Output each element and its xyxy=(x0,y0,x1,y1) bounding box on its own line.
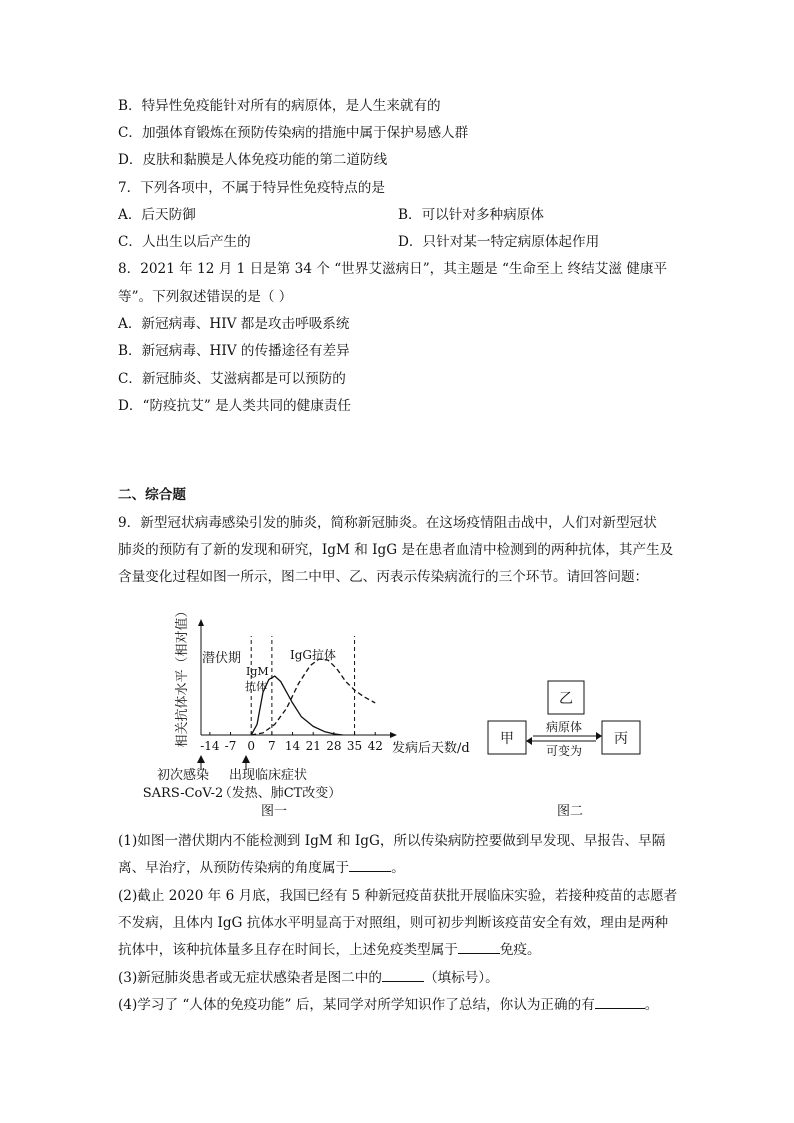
latent-period-label: 潜伏期 xyxy=(202,651,242,666)
q9-sub3-text: (3)新冠肺炎患者或无症状感染者是图二中的 xyxy=(118,970,382,986)
q8-option-a: A．新冠病毒、HIV 都是攻击呼吸系统 xyxy=(118,316,350,332)
box-bing-label: 丙 xyxy=(614,731,628,747)
figure2-caption: 图二 xyxy=(556,804,584,819)
annot-symptom-line2: （发热、肺CT改变） xyxy=(218,786,342,801)
arrow-left-head xyxy=(526,737,532,745)
q9-sub4-text: (4)学习了 “人体的免疫功能” 后，某同学对所学知识作了总结，你认为正确的有 xyxy=(118,997,595,1013)
answer-blank-4[interactable] xyxy=(595,995,645,1009)
q9-sub4 xyxy=(118,995,658,1015)
y-axis-arrow xyxy=(198,619,204,626)
x-tick-label: -7 xyxy=(224,739,237,753)
igg-label: IgG抗体 xyxy=(290,648,337,662)
q9-sub1-line2 xyxy=(118,858,405,878)
q7-option-d: D．只针对某一特定病原体起作用 xyxy=(398,234,600,250)
x-tick-label: 28 xyxy=(326,739,342,753)
igm-label-line2: 抗体 xyxy=(245,680,267,693)
q7-option-b: B．可以针对多种病原体 xyxy=(398,207,544,223)
q6-option-c: C．加强体育锻炼在预防传染病的措施中属于保护易感人群 xyxy=(118,125,469,141)
q9-sub4-end: 。 xyxy=(644,997,659,1013)
answer-blank-3[interactable] xyxy=(382,968,424,982)
box-yi-label: 乙 xyxy=(559,691,573,707)
q9-stem-line1: 9．新型冠状病毒感染引发的肺炎，简称新冠肺炎。在这场疫情阻击战中，人们对新型冠状 xyxy=(118,515,657,531)
q8-option-d: D．“防疫抗艾” 是人类共同的健康责任 xyxy=(118,398,352,414)
q7-option-c: C．人出生以后产生的 xyxy=(118,234,251,250)
x-tick-label: 42 xyxy=(367,739,383,753)
chart-layer xyxy=(198,619,397,753)
symptom-arrow-head xyxy=(242,755,250,763)
q8-stem-line2: 等”。下列叙述错误的是（ ） xyxy=(118,289,293,305)
q9-sub3 xyxy=(118,968,499,988)
q7-stem: 7．下列各项中，不属于特异性免疫特点的是 xyxy=(118,180,385,196)
q7-option-a: A．后天防御 xyxy=(118,207,196,223)
q9-sub2-line3 xyxy=(118,940,541,960)
q9-sub1-text: 离、早治疗，从预防传染病的角度属于 xyxy=(118,860,350,876)
q9-sub2-end: 免疫。 xyxy=(499,942,541,958)
q8-stem-line1: 8．2021 年 12 月 1 日是第 34 个 “世界艾滋病日”，其主题是 “生命至上 终结艾滋 健康平 xyxy=(118,261,668,277)
x-axis-arrow xyxy=(390,732,397,738)
q8-option-c: C．新冠肺炎、艾滋病都是可以预防的 xyxy=(118,371,346,387)
annot-symptom-line1: 出现临床症状 xyxy=(228,768,308,783)
box-jia-label: 甲 xyxy=(500,731,514,747)
figure1-caption: 图一 xyxy=(260,804,288,819)
q6-option-b: B．特异性免疫能针对所有的病原体，是人生来就有的 xyxy=(118,98,441,114)
q9-sub1-line1: (1)如图一潜伏期内不能检测到 IgM 和 IgG，所以传染病防控要做到早发现、早报告、早隔 xyxy=(118,833,666,849)
x-tick-label: 35 xyxy=(346,739,363,753)
section-title: 二、综合题 xyxy=(118,487,186,503)
q9-sub2-line2: 不发病，且体内 IgG 抗体水平明显高于对照组，则可初步判断该疫苗安全有效，理由是两种 xyxy=(118,915,669,931)
answer-blank-1[interactable] xyxy=(349,858,391,872)
annot-infection-line2: SARS-CoV-2 xyxy=(142,786,224,801)
q9-stem-line3: 含量变化过程如图一所示，图二中甲、乙、丙表示传染病流行的三个环节。请回答问题： xyxy=(118,569,649,585)
x-axis-label: 发病后天数/d xyxy=(392,741,470,756)
q6-option-d: D．皮肤和黏膜是人体免疫功能的第二道防线 xyxy=(118,152,388,168)
q9-sub2-text: 抗体中，该种抗体量多且存在时间长，上述免疫类型属于 xyxy=(118,942,458,958)
x-tick-label: 21 xyxy=(305,739,321,753)
arrow-right-head xyxy=(596,732,602,740)
annot-infection-line1: 初次感染 xyxy=(156,768,210,783)
arrow-top-label: 病原体 xyxy=(545,720,583,734)
igm-label-line1: IgM xyxy=(246,665,269,678)
x-tick-label: 0 xyxy=(247,739,256,753)
y-axis-label: 相关抗体水平（相对值） xyxy=(175,604,190,748)
q9-sub2-line1: (2)截止 2020 年 6 月底，我国已经有 5 种新冠疫苗获批开展临床实验，若接种疫苗的志愿者 xyxy=(118,888,678,904)
igg-curve xyxy=(251,659,375,735)
x-tick-label: 7 xyxy=(268,739,276,753)
x-tick-label: -14 xyxy=(200,739,220,753)
arrow-bottom-label: 可变为 xyxy=(545,744,583,758)
answer-blank-2[interactable] xyxy=(458,940,500,954)
q9-stem-line2: 肺炎的预防有了新的发现和研究，IgM 和 IgG 是在患者血清中检测到的两种抗体，其产生及 xyxy=(118,542,674,558)
q9-sub3-end: （填标号）。 xyxy=(423,970,499,986)
q8-option-b: B．新冠病毒、HIV 的传播途径有差异 xyxy=(118,343,350,359)
q9-sub1-end: 。 xyxy=(391,860,405,876)
x-tick-label: 14 xyxy=(284,739,301,753)
infection-arrow-head xyxy=(197,755,205,763)
